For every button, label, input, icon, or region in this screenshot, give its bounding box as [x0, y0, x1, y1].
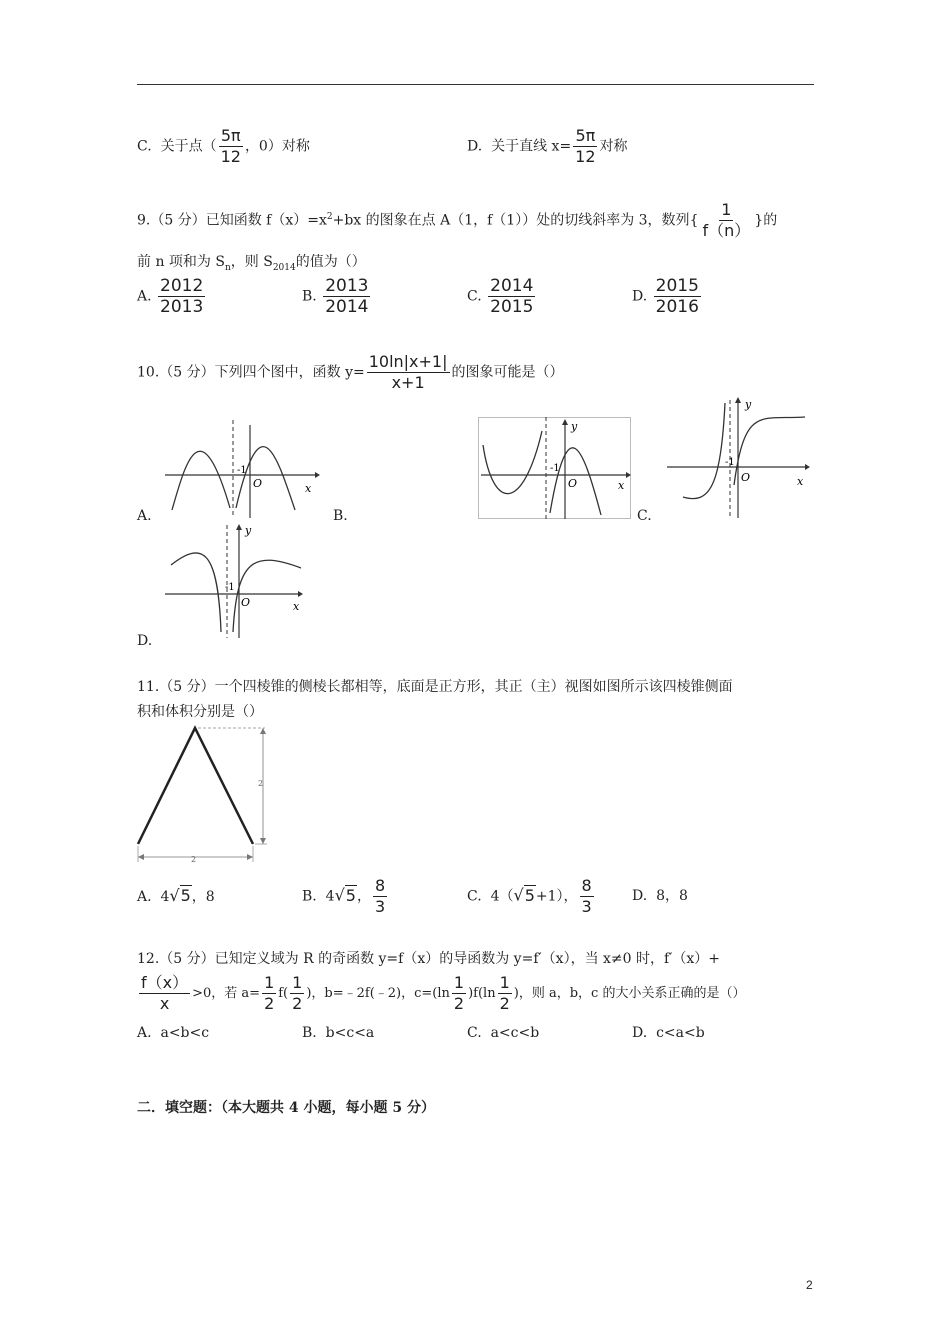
y-label: y	[571, 420, 578, 433]
fraction	[262, 973, 276, 1014]
radicand: 5	[524, 885, 535, 905]
option-label: D.	[632, 1025, 648, 1041]
q10-stem	[137, 352, 564, 393]
y-label: y	[745, 398, 752, 411]
option-label: C.	[467, 1025, 482, 1041]
text: 的值为（）	[295, 254, 366, 270]
subscript: n	[224, 262, 231, 273]
text: 4	[160, 889, 170, 905]
q8-option-d	[467, 126, 628, 167]
q12-stem-line1: 12.（5 分）已知定义域为 R 的奇函数 y=f（x）的导函数为 y=f′（x），当 x≠0 时，f′（x）+	[137, 951, 720, 967]
height-label: 2	[258, 779, 264, 788]
numerator: f（x）	[141, 973, 189, 992]
curve-left	[483, 431, 542, 494]
arrow	[260, 728, 266, 734]
graph-c-label: C.	[637, 508, 652, 524]
fraction	[373, 876, 387, 917]
fraction	[498, 973, 512, 1014]
text: 9.（5 分）已知函数 f（x）=x	[137, 212, 327, 229]
denominator: x	[159, 994, 170, 1013]
numerator: 2013	[325, 276, 369, 296]
text: 前 n 项和为 S	[137, 254, 225, 270]
y-axis-arrow	[735, 397, 741, 403]
fraction	[573, 126, 597, 167]
numerator: 5π	[220, 126, 241, 145]
numerator: 1	[453, 973, 465, 992]
text: 对称	[599, 138, 628, 155]
fraction	[452, 973, 466, 1014]
base-label: 2	[191, 855, 197, 864]
superscript: 2	[326, 211, 333, 222]
radicand: 5	[345, 885, 356, 905]
graph-a-label: A.	[137, 508, 152, 524]
option-label: C.	[137, 138, 152, 155]
option-text: c<a<b	[656, 1025, 705, 1041]
q8-option-c	[137, 126, 310, 167]
q12-option-b	[302, 1022, 374, 1044]
origin-label: O	[253, 477, 263, 490]
triangle-sides	[138, 728, 253, 844]
q11-option-c	[467, 876, 596, 917]
numerator: 5π	[575, 126, 596, 145]
fraction	[323, 276, 370, 317]
origin-label: O	[741, 471, 751, 484]
text: f(	[278, 986, 289, 1001]
graph-d	[163, 520, 308, 640]
x-label: x	[797, 475, 804, 488]
option-label: A.	[137, 889, 152, 905]
sqrt: √5	[513, 885, 535, 905]
denominator: x+1	[391, 373, 425, 392]
option-label: B.	[302, 288, 317, 305]
y-label: y	[245, 524, 252, 537]
graph-c	[665, 395, 815, 520]
arrow	[138, 854, 144, 860]
numerator: 1	[721, 200, 732, 219]
x-axis-arrow	[805, 464, 810, 470]
q11-option-b	[302, 876, 389, 917]
text: 4（	[490, 888, 514, 905]
option-label: D.	[467, 138, 483, 155]
text: 关于点（	[160, 138, 217, 155]
graph-b-label: B.	[333, 508, 348, 524]
option-label: A.	[137, 1025, 152, 1041]
text: 关于直线 x=	[491, 138, 572, 155]
denominator: 2013	[160, 297, 204, 317]
numerator: 8	[374, 876, 386, 895]
option-label: B.	[302, 1025, 317, 1041]
option-label: B.	[302, 888, 317, 905]
denominator: 12	[220, 147, 241, 166]
text: +1），	[535, 888, 578, 905]
q9-stem-line1	[137, 200, 777, 241]
text: 4	[325, 888, 335, 905]
q12-option-c	[467, 1022, 539, 1044]
option-text: b<c<a	[325, 1025, 375, 1041]
y-axis-arrow	[236, 524, 242, 530]
numerator: 1	[292, 973, 303, 992]
graph-d-label: D.	[137, 633, 153, 649]
fraction	[219, 126, 243, 167]
fraction	[139, 973, 190, 1014]
header-rule	[137, 84, 814, 85]
curve-right	[236, 447, 295, 510]
q12-option-d	[632, 1022, 705, 1044]
arrow	[247, 854, 253, 860]
numerator: 1	[499, 973, 510, 992]
option-label: D.	[632, 888, 648, 904]
graph-a	[160, 420, 320, 520]
fraction	[290, 973, 304, 1014]
q9-option-b	[302, 276, 372, 317]
fraction	[488, 276, 535, 317]
fraction	[158, 276, 205, 317]
numerator: 1	[264, 973, 275, 992]
text: )，则 a，b，c 的大小关系正确的是（）	[513, 986, 746, 1001]
denominator: 2	[453, 994, 465, 1013]
option-label: A.	[137, 288, 152, 305]
q12-option-a	[137, 1022, 209, 1044]
text: ，0）对称	[244, 138, 310, 155]
denominator: 2016	[655, 297, 699, 317]
denominator: 2	[499, 994, 510, 1013]
numerator: 2014	[490, 276, 534, 296]
page-number: 2	[806, 1278, 813, 1292]
origin-label: O	[241, 596, 251, 609]
option-label: C.	[467, 888, 482, 905]
denominator: 3	[374, 897, 386, 916]
q9-option-d	[632, 276, 703, 317]
denominator: 12	[575, 147, 596, 166]
q11-option-a	[137, 885, 215, 908]
q11-option-d	[632, 885, 688, 907]
fraction	[700, 200, 752, 241]
denominator: 2	[264, 994, 275, 1013]
arrow	[260, 838, 266, 844]
text: )f(ln	[468, 986, 496, 1001]
denominator: 2	[292, 994, 303, 1013]
q11-stem-line2: 积和体积分别是（）	[137, 704, 263, 720]
x-label: x	[618, 479, 625, 492]
radicand: 5	[180, 886, 191, 905]
x-axis-arrow	[315, 472, 320, 478]
q11-stem-line1: 11.（5 分）一个四棱锥的侧棱长都相等，底面是正方形，其正（主）视图如图所示该四棱锥侧面	[137, 679, 733, 695]
text: >0，若 a=	[192, 986, 261, 1001]
q12-stem-line2	[137, 973, 745, 1014]
minus-one-label: -1	[237, 465, 247, 476]
denominator: f（n）	[702, 221, 751, 240]
x-label: x	[293, 600, 300, 613]
text: 10.（5 分）下列四个图中，函数 y=	[137, 364, 365, 381]
front-view-triangle	[133, 722, 273, 867]
fraction	[654, 276, 701, 317]
numerator: 10ln|x+1|	[368, 352, 448, 371]
text: ，则 S	[230, 254, 273, 270]
denominator: 2014	[325, 297, 369, 317]
minus-one-label: -1	[725, 457, 735, 468]
text: 的	[763, 212, 778, 229]
curve-left	[172, 451, 230, 510]
section-heading-fill-in: 二．填空题：（本大题共 4 小题，每小题 5 分）	[137, 1100, 435, 1116]
fraction	[580, 876, 594, 917]
text: ，8	[191, 889, 215, 905]
option-text: a<b<c	[160, 1025, 210, 1041]
text: )，b=﹣2f(﹣2)，c=(ln	[306, 986, 450, 1001]
y-axis-arrow	[562, 419, 568, 425]
curve-left	[171, 553, 221, 632]
q9-stem-line2	[137, 251, 366, 279]
sqrt: √5	[334, 885, 356, 905]
denominator: 3	[581, 897, 592, 916]
origin-label: O	[568, 477, 578, 490]
fraction	[367, 352, 450, 393]
numerator: 2015	[655, 276, 699, 296]
q9-option-a	[137, 276, 207, 317]
denominator: 2015	[490, 297, 534, 317]
option-text: a<c<b	[490, 1025, 540, 1041]
brace: }	[754, 212, 764, 229]
text: +bx 的图象在点 A（1，f（1））处的切线斜率为 3，数列	[332, 212, 690, 229]
minus-one-label: -1	[550, 463, 560, 474]
q9-option-c	[467, 276, 537, 317]
x-axis-arrow	[298, 591, 303, 597]
option-label: D.	[632, 288, 648, 305]
curve-left	[683, 403, 725, 499]
brace: {	[689, 212, 699, 229]
minus-one-label: -1	[225, 582, 235, 593]
text: 8，8	[656, 888, 688, 904]
graph-b	[478, 417, 632, 519]
sqrt: √5	[169, 886, 191, 905]
numerator: 8	[581, 876, 592, 895]
x-label: x	[305, 482, 312, 495]
text: ，	[356, 888, 371, 905]
option-label: C.	[467, 288, 482, 305]
text: 的图象可能是（）	[451, 364, 564, 381]
subscript: 2014	[272, 262, 296, 273]
numerator: 2012	[160, 276, 204, 296]
